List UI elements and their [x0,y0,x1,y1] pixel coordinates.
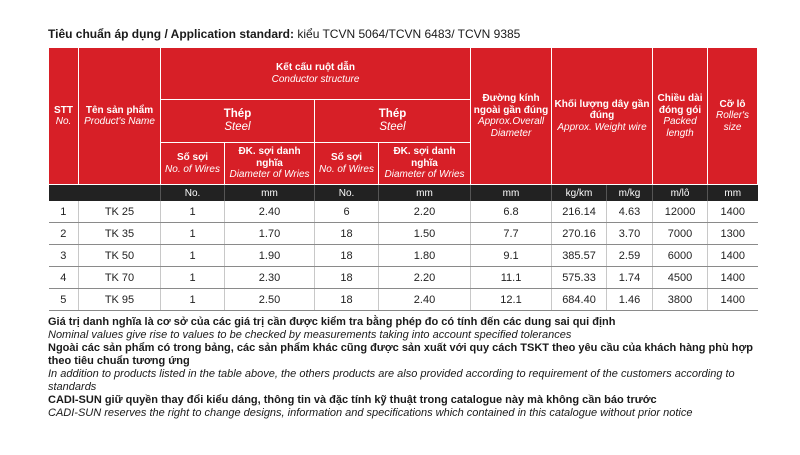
table-cell: TK 50 [79,245,161,267]
units-row [49,185,758,202]
unit-cell: No. [161,185,225,202]
wire-diameter-header-1: ĐK. sợi danh nghĩa Diameter of Wries [225,143,315,185]
table-cell: 6 [315,201,379,223]
wires-count-header-1: Số sợi No. of Wires [161,143,225,185]
table-cell: 1 [161,245,225,267]
unit-cell: mm [471,185,552,202]
steel-header-2: Thép Steel [315,100,471,143]
wires-count-header-2: Số sợi No. of Wires [315,143,379,185]
unit-cell: m/kg [607,185,653,202]
table-cell: 18 [315,267,379,289]
notes [48,316,760,420]
table-body [49,201,758,311]
table-cell: 2.20 [379,267,471,289]
table-cell: 2.59 [607,245,653,267]
steel-header-1: Thép Steel [161,100,315,143]
table-cell: 1.74 [607,267,653,289]
table-cell: 385.57 [552,245,607,267]
table-cell: TK 95 [79,289,161,311]
unit-cell: m/lô [653,185,708,202]
unit-cell: mm [708,185,758,202]
table-cell: 12.1 [471,289,552,311]
table-cell: 2.40 [379,289,471,311]
table-cell: TK 25 [79,201,161,223]
table-cell: 2.50 [225,289,315,311]
table-cell: 1 [161,223,225,245]
table-cell: TK 35 [79,223,161,245]
weight-header: Khối lượng dây gần đúng Approx. Weight wire [552,48,653,185]
table-cell: 12000 [653,201,708,223]
table-cell: 4.63 [607,201,653,223]
table-cell: 1300 [708,223,758,245]
table-cell: 18 [315,223,379,245]
table-cell: 3800 [653,289,708,311]
unit-cell: mm [379,185,471,202]
table-cell: 3.70 [607,223,653,245]
table-cell: 2.30 [225,267,315,289]
note-vn-1: Giá trị danh nghĩa là cơ sở của các giá trị cần được kiểm tra bằng phép đo có tính đến các dung sai qui định [48,316,616,328]
table-row [49,289,758,311]
table-cell: 1 [161,267,225,289]
table-row [49,223,758,245]
table-cell: 575.33 [552,267,607,289]
table-cell: TK 70 [79,267,161,289]
table-cell: 4500 [653,267,708,289]
table-cell: 1.80 [379,245,471,267]
table-cell: 1.50 [379,223,471,245]
table-cell: 1 [49,201,79,223]
table-cell: 7.7 [471,223,552,245]
table-cell: 2 [49,223,79,245]
table-cell: 684.40 [552,289,607,311]
table-cell: 3 [49,245,79,267]
table-cell: 2.40 [225,201,315,223]
table-cell: 9.1 [471,245,552,267]
product-name-header: Tên sản phẩm Product's Name [79,48,161,185]
note-vn-2: Ngoài các sản phẩm có trong bảng, các sản phẩm khác cũng được sản xuất với quy cách TSKT theo yêu cầu của khách hàng phù hợp theo tiêu chuẩn tương ứng [48,342,754,367]
wire-diameter-header-2: ĐK. sợi danh nghĩa Diameter of Wries [379,143,471,185]
note-en-1: Nominal values give rise to values to be checked by measurements taking into account specified tolerances [48,329,572,341]
note-en-3: CADI-SUN reserves the right to change designs, information and specifications which contained in this catalogue without prior notice [48,407,693,419]
table-cell: 2.20 [379,201,471,223]
standard-value: kiểu TCVN 5064/TCVN 6483/ TCVN 9385 [294,27,521,41]
conductor-structure-header: Kết cấu ruột dẫn Conductor structure [161,48,471,100]
standard-label: Tiêu chuẩn áp dụng / Application standard: [48,27,295,41]
table-cell: 6.8 [471,201,552,223]
table-cell: 1 [161,289,225,311]
table-cell: 1400 [708,245,758,267]
overall-diameter-header: Đường kính ngoài gần đúng Approx.Overall Diameter [471,48,552,185]
table-cell: 5 [49,289,79,311]
table-cell: 1400 [708,267,758,289]
table-cell: 1.70 [225,223,315,245]
table-cell: 18 [315,289,379,311]
packed-length-header: Chiều dài đóng gói Packed length [653,48,708,185]
table-cell: 6000 [653,245,708,267]
table-cell: 18 [315,245,379,267]
unit-cell: No. [315,185,379,202]
table-row [49,267,758,289]
stt-header: STT No. [49,48,79,185]
table-cell: 1400 [708,201,758,223]
table-cell: 270.16 [552,223,607,245]
note-vn-3: CADI-SUN giữ quyền thay đổi kiểu dáng, thông tin và đặc tính kỹ thuật trong catalogue này mà không cần báo trước [48,394,657,406]
spec-table [48,47,758,311]
unit-cell: mm [225,185,315,202]
header-row-1 [49,48,758,100]
table-cell: 4 [49,267,79,289]
table-row [49,245,758,267]
application-standard [48,27,520,41]
table-cell: 1.90 [225,245,315,267]
table-cell: 11.1 [471,267,552,289]
table-cell: 7000 [653,223,708,245]
table-cell: 1 [161,201,225,223]
table-cell: 1400 [708,289,758,311]
table-row [49,201,758,223]
table-cell: 1.46 [607,289,653,311]
table-cell: 216.14 [552,201,607,223]
note-en-2: In addition to products listed in the table above, the others products are also provided according to requirement of the customers according to standards [48,368,735,393]
unit-cell: kg/km [552,185,607,202]
roller-size-header: Cỡ lô Roller's size [708,48,758,185]
